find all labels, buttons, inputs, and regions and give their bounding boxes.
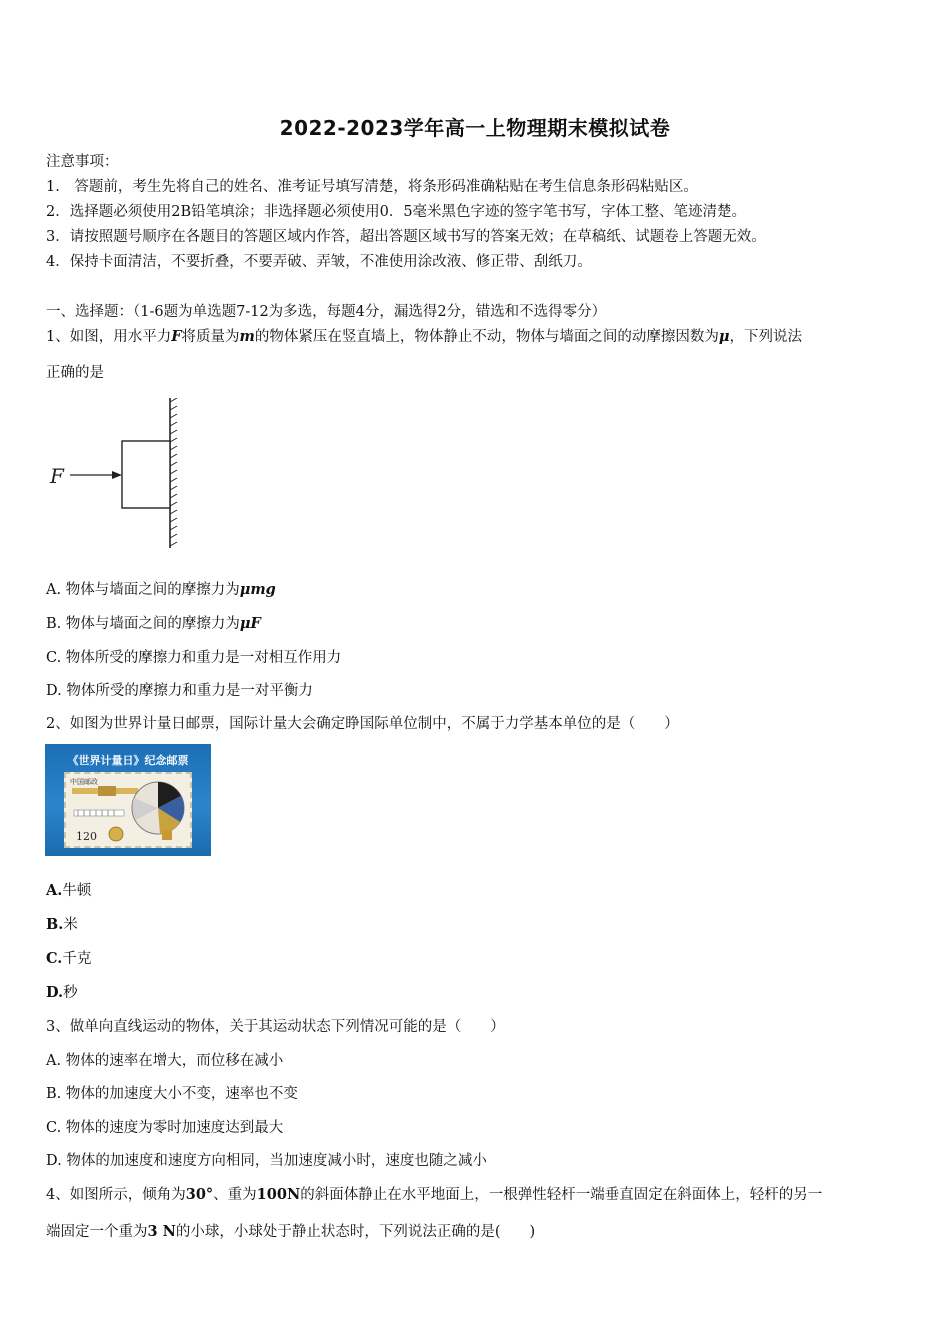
page-title: 2022-2023学年高一上物理期末模拟试卷: [279, 116, 671, 140]
question-1-text-continued: 正确的是: [46, 365, 104, 381]
q1-option-b: [46, 614, 261, 634]
notice-heading: 注意事项：: [46, 154, 119, 170]
q2-option-c-letter: C.: [46, 950, 63, 967]
force-wall-figure: [46, 398, 196, 548]
stamp-card: [64, 772, 192, 848]
world-metrology-day-stamp-image: [45, 744, 211, 856]
q4-line1-c: 、重为: [213, 1187, 257, 1203]
q4-line1-e: 的斜面体静止在水平地面上，一根弹性轻杆一端垂直固定在斜面体上，轻杆的另一: [300, 1187, 823, 1203]
q1-option-b-expr: μF: [239, 615, 261, 632]
q1-text-b: 将质量为: [181, 329, 240, 345]
question-4-text: [46, 1185, 906, 1205]
block: [122, 441, 170, 508]
q3-option-c: C. 物体的速度为零时加速度达到最大: [46, 1120, 284, 1136]
q2-option-b-letter: B.: [46, 916, 64, 933]
q1-var-m: m: [239, 328, 255, 345]
notice-item-1: 1. 答题前，考生先将自己的姓名、准考证号填写清楚，将条形码准确粘贴在考生信息条形码粘贴区。: [46, 179, 698, 195]
q2-option-d-letter: D.: [46, 984, 64, 1001]
q3-option-d: D. 物体的加速度和速度方向相同，当加速度减小时，速度也随之减小: [46, 1153, 487, 1169]
q1-option-a-expr: μmg: [239, 581, 276, 598]
notice-item-3: 3．请按照题号顺序在各题目的答题区域内作答，超出答题区域书写的答案无效；在草稿纸、试题卷上答题无效。: [46, 229, 766, 245]
force-label: F: [50, 464, 64, 488]
q1-text-d: ，下列说法: [729, 329, 802, 345]
notice-item-4: 4．保持卡面清洁，不要折叠，不要弄破、弄皱，不准使用涂改液、修正带、刮纸刀。: [46, 254, 592, 270]
force-arrow-head: [112, 471, 122, 479]
q1-option-c: C. 物体所受的摩擦力和重力是一对相互作用力: [46, 650, 342, 666]
q3-option-a: A. 物体的速率在增大，而位移在减小: [46, 1053, 284, 1069]
q1-option-a: [46, 580, 276, 600]
q4-line2-weight: 3 N: [147, 1223, 176, 1240]
q4-line2-a: 端固定一个重为: [46, 1224, 148, 1240]
stamp-value: 120: [76, 830, 97, 843]
q2-option-d-text: 秒: [63, 985, 78, 1001]
q1-text-c: 的物体紧压在竖直墙上，物体静止不动，物体与墙面之间的动摩擦因数为: [254, 329, 719, 345]
q2-option-a-text: 牛顿: [62, 883, 92, 899]
q1-var-f: F: [171, 328, 182, 345]
q4-line1-angle: 30°: [185, 1186, 214, 1203]
q2-option-b: [46, 915, 78, 935]
question-3-text: 3、做单向直线运动的物体，关于其运动状态下列情况可能的是（ ）: [46, 1019, 505, 1035]
q4-line2-c: 的小球，小球处于静止状态时，下列说法正确的是( ): [175, 1224, 536, 1240]
q4-line1-a: 4、如图所示，倾角为: [46, 1187, 186, 1203]
q2-option-a-letter: A.: [46, 882, 63, 899]
q1-text-a: 1、如图，用水平力: [46, 329, 172, 345]
q2-option-b-text: 米: [63, 917, 78, 933]
q2-option-a: [46, 881, 91, 901]
stamp-banner: 《世界计量日》纪念邮票: [67, 754, 189, 767]
q4-line1-weight: 100N: [256, 1186, 301, 1203]
section-heading: 一、选择题：（1-6题为单选题7-12为多选，每题4分，漏选得2分，错选和不选得零分）: [46, 304, 607, 320]
question-1-text: [46, 327, 906, 347]
question-4-text-continued: [46, 1222, 535, 1242]
q2-option-c-text: 千克: [62, 951, 92, 967]
stamp-country-label: 中国邮政: [70, 778, 98, 786]
q1-option-d: D. 物体所受的摩擦力和重力是一对平衡力: [46, 683, 313, 699]
q2-option-c: [46, 949, 91, 969]
q1-option-a-text: A. 物体与墙面之间的摩擦力为: [46, 582, 240, 598]
q1-var-mu: μ: [718, 328, 730, 345]
q1-option-b-text: B. 物体与墙面之间的摩擦力为: [46, 616, 240, 632]
wall-hatching: [170, 398, 177, 548]
q3-option-b: B. 物体的加速度大小不变，速率也不变: [46, 1086, 298, 1102]
question-2-text: 2、如图为世界计量日邮票，国际计量大会确定睁国际单位制中，不属于力学基本单位的是（ ）: [46, 716, 679, 732]
notice-item-2: 2．选择题必须使用2B铅笔填涂；非选择题必须使用0．5毫米黑色字迹的签字笔书写，字体工整、笔迹清楚。: [46, 204, 747, 220]
q2-option-d: [46, 983, 78, 1003]
